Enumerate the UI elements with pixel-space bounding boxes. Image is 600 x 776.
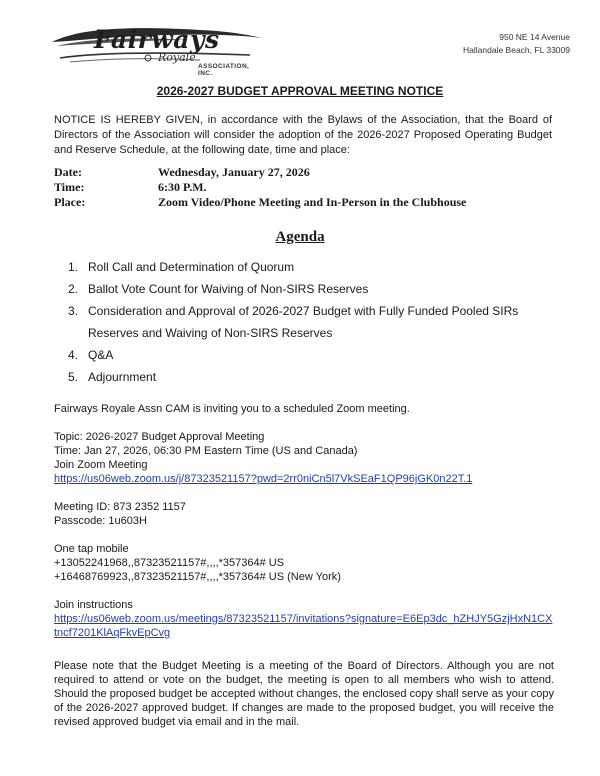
- zoom-join-label: Join Zoom Meeting: [54, 459, 148, 471]
- date-value: Wednesday, January 27, 2026: [158, 165, 310, 179]
- agenda-item: [68, 300, 560, 344]
- agenda-list: [68, 256, 560, 388]
- agenda-item: [68, 278, 560, 300]
- place-value: Zoom Video/Phone Meeting and In-Person in the Clubhouse: [158, 195, 467, 209]
- zoom-one-tap-label: One tap mobile: [54, 543, 129, 555]
- association-address: [463, 31, 570, 57]
- agenda-item-text: Adjournment: [88, 370, 157, 384]
- agenda-item-number: 2.: [68, 282, 79, 296]
- agenda-item: [68, 256, 560, 278]
- closing-paragraph: Please note that the Budget Meeting is a meeting of the Board of Directors. Although you are not required to attend or vote on the budget, the meeting is open to all members who wish to attend. Should the proposed budget be accepted without changes, the enclosed copy shall serve as your copy of the 2026-2027 approved budget. If changes are made to the proposed budget, you will receive the revised approved budget via email and in the mail.: [54, 660, 554, 728]
- agenda-item-text: Roll Call and Determination of Quorum: [88, 260, 295, 274]
- date-label: Date:: [54, 165, 82, 179]
- zoom-join-instructions-label: Join instructions: [54, 599, 133, 611]
- notice-paragraph: NOTICE IS HEREBY GIVEN, in accordance with the Bylaws of the Association, that the Board of Directors of the Association will consider the adoption of the 2026-2027 Proposed Operating Budget and Reserve Schedule, at the following date, time and place:: [54, 114, 552, 156]
- time-value: 6:30 P.M.: [158, 180, 207, 194]
- page-title: 2026-2027 BUDGET APPROVAL MEETING NOTICE: [156, 84, 444, 98]
- zoom-instructions-link[interactable]: https://us06web.zoom.us/meetings/87323521157/invitations?signature=E6Ep3dc_hZHJY5GzjHxN1CXtncf7201KlAqFkvEpCvg: [54, 613, 553, 639]
- logo-royale-text: Royale: [158, 51, 196, 64]
- agenda-item: [68, 344, 560, 366]
- agenda-item-number: 3.: [68, 304, 79, 318]
- agenda-item-text: Q&A: [88, 348, 114, 362]
- zoom-meeting-id: Meeting ID: 873 2352 1157: [54, 501, 186, 513]
- address-street: 950 NE 14 Avenue: [499, 32, 570, 42]
- zoom-passcode: Passcode: 1u603H: [54, 515, 147, 527]
- time-label: Time:: [54, 180, 85, 194]
- zoom-time: Time: Jan 27, 2026, 06:30 PM Eastern Time (US and Canada): [54, 445, 358, 457]
- zoom-topic: Topic: 2026-2027 Budget Approval Meeting: [54, 431, 265, 443]
- zoom-invite-text: Fairways Royale Assn CAM is inviting you to a scheduled Zoom meeting.: [54, 403, 410, 415]
- zoom-one-tap-number-2: +16468769923,,87323521157#,,,,*357364# US (New York): [54, 571, 341, 583]
- zoom-one-tap-number-1: +13052241968,,87323521157#,,,,*357364# US: [54, 557, 285, 569]
- logo-subtext: ASSOCIATION, INC.: [198, 63, 250, 77]
- agenda-item-text: Ballot Vote Count for Waiving of Non-SIRS Reserves: [88, 282, 369, 296]
- agenda-item-number: 1.: [68, 260, 79, 274]
- agenda-item-number: 5.: [68, 370, 79, 384]
- place-label: Place:: [54, 195, 86, 209]
- agenda-heading: Agenda: [275, 229, 325, 245]
- zoom-invitation: [54, 402, 554, 640]
- agenda-item-text: Consideration and Approval of 2026-2027 Budget with Fully Funded Pooled SIRs Reserves and Waiving of Non-SIRS Reserves: [88, 304, 519, 340]
- address-city: Hallandale Beach, FL 33009: [463, 45, 570, 55]
- zoom-join-link[interactable]: https://us06web.zoom.us/j/87323521157?pwd=2rr0niCn5l7VkSEaF1QP96jGK0n22T.1: [54, 473, 473, 485]
- agenda-item: [68, 366, 560, 388]
- logo-wordmark: Fairways: [94, 25, 220, 54]
- agenda-item-number: 4.: [68, 348, 79, 362]
- association-logo: [50, 22, 265, 77]
